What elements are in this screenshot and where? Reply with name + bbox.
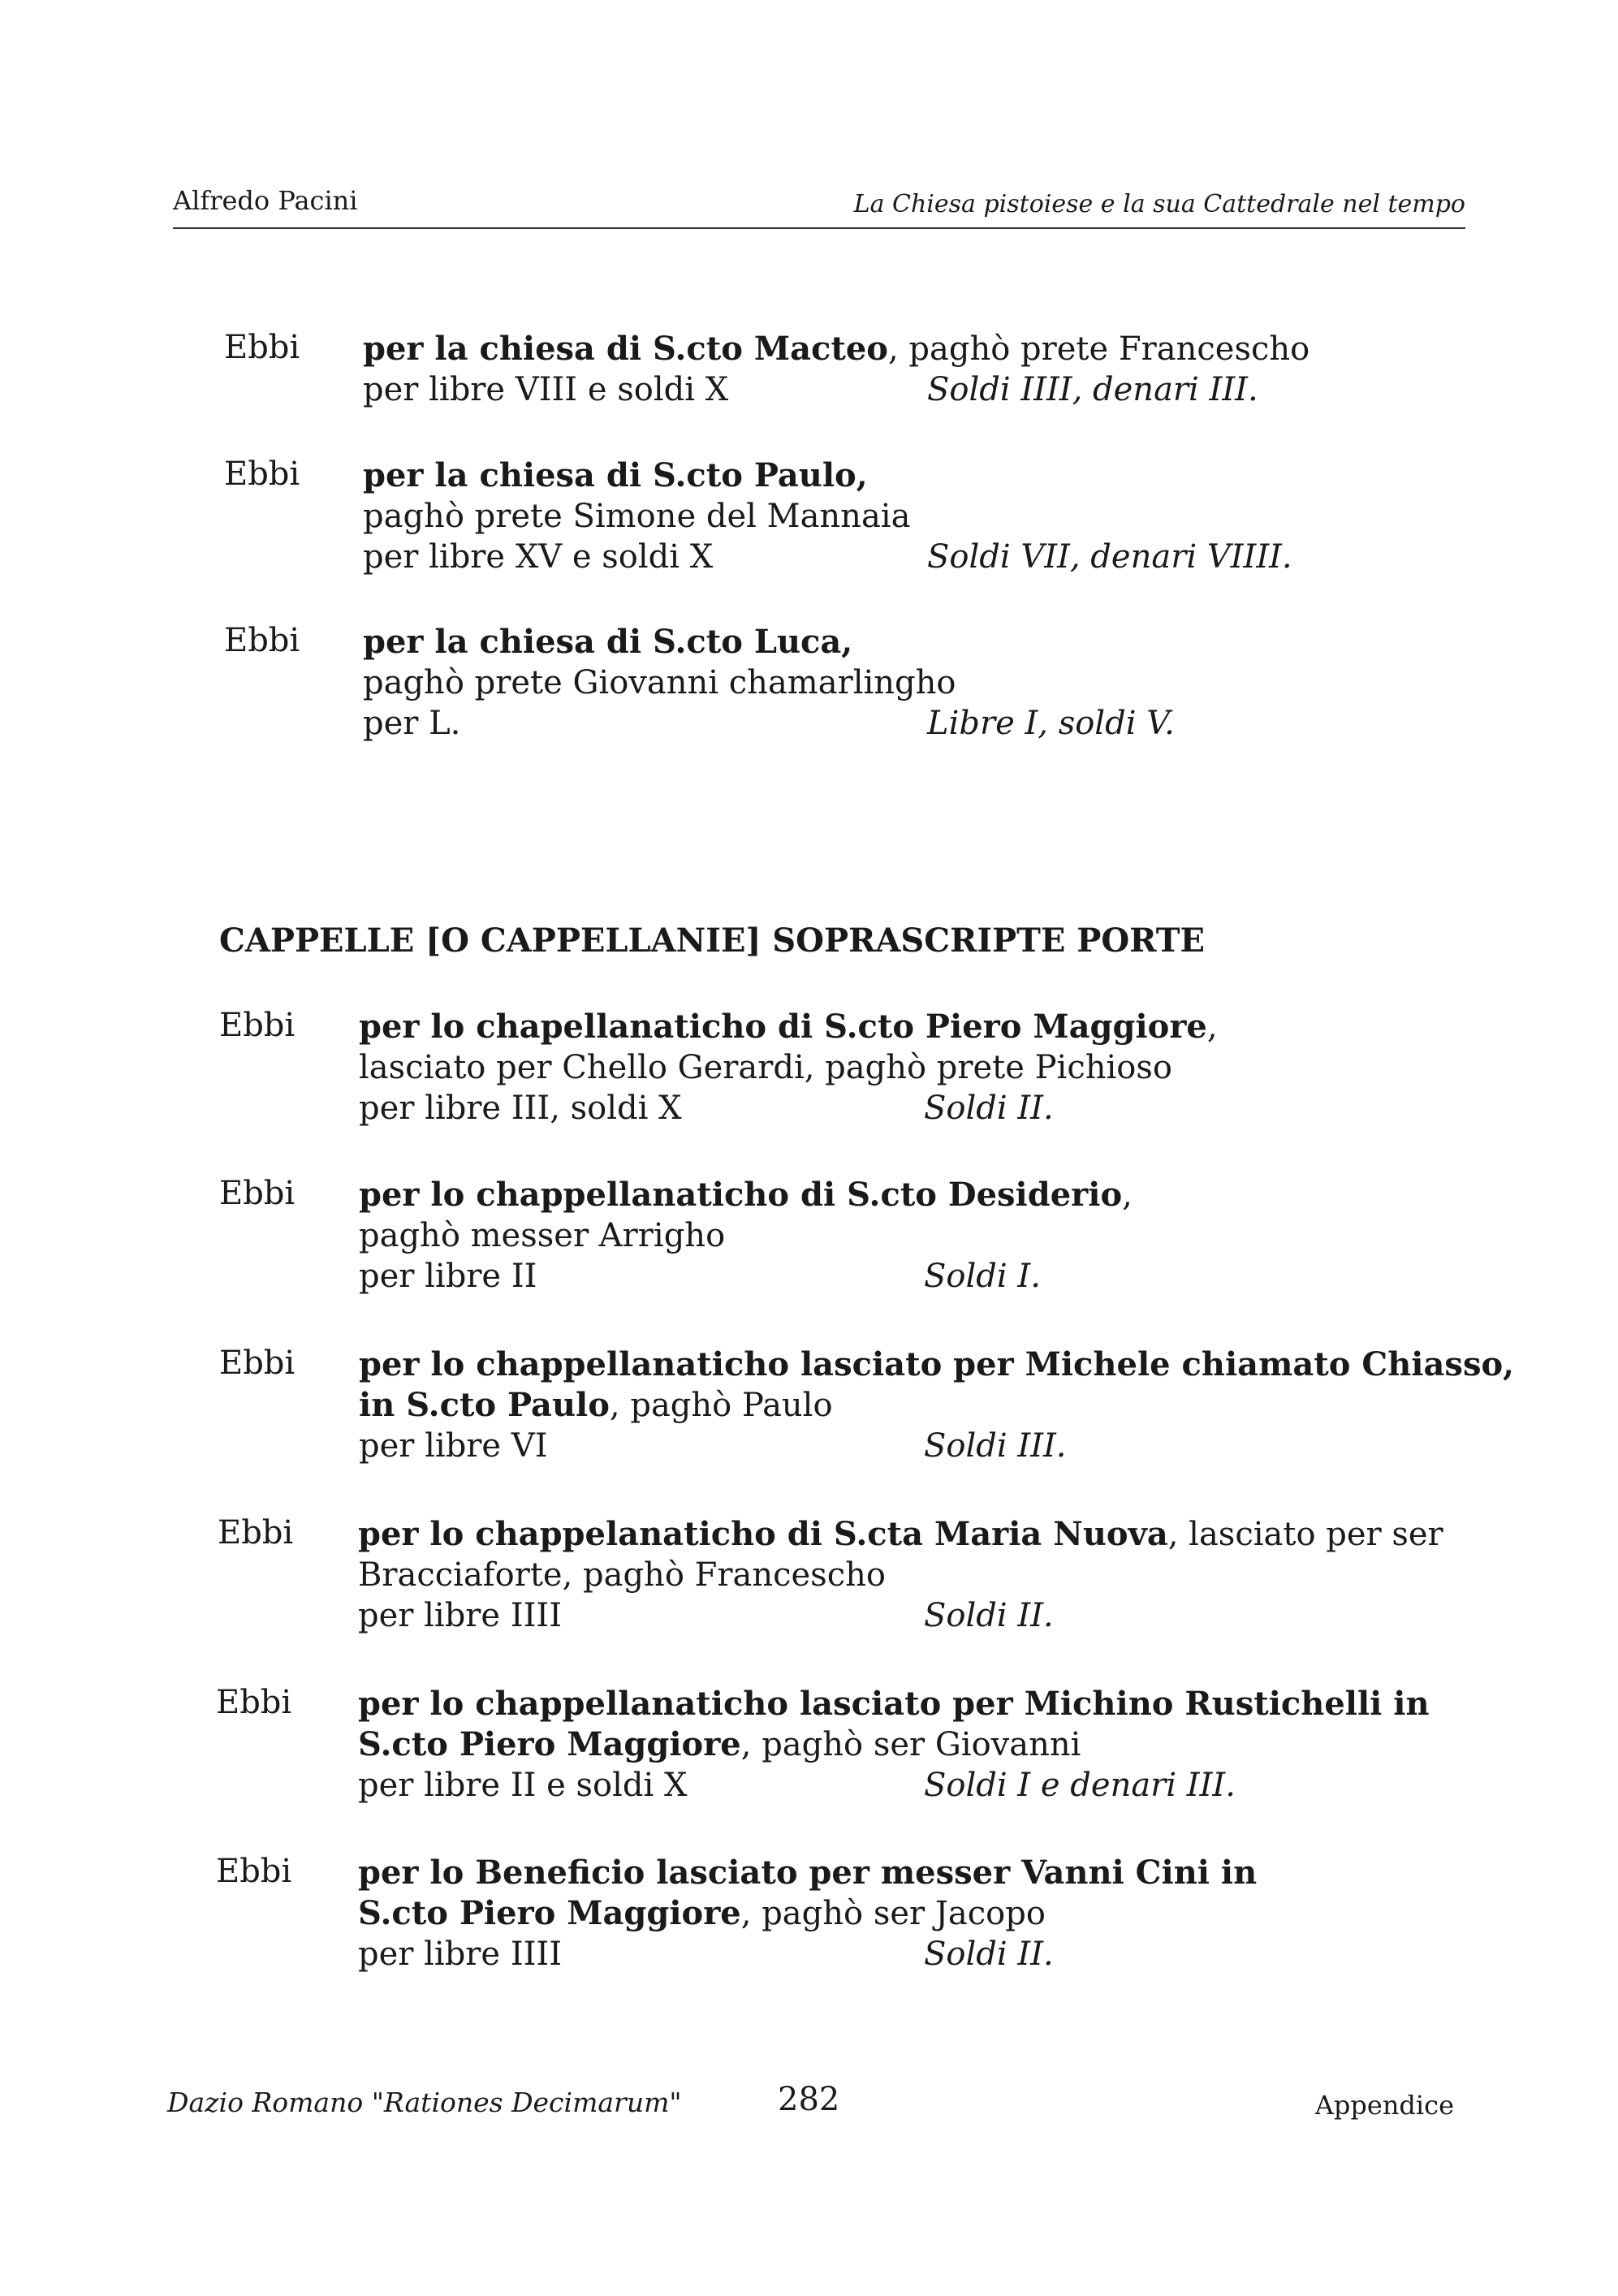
- entry-body: [363, 455, 1292, 577]
- header-author: Alfredo Pacini: [173, 185, 358, 216]
- entry-line: per lo chappellanaticho di S.cto Desiderio,: [359, 1176, 1133, 1214]
- entry-amount: Soldi IIII, denari III.: [927, 371, 1258, 408]
- entry-body: [359, 1007, 1218, 1129]
- entry-body: [359, 1175, 1133, 1297]
- entry-amount: Soldi II.: [924, 1090, 1054, 1127]
- entry-line: lasciato per Chello Gerardi, paghò prete Pichioso: [359, 1049, 1172, 1086]
- entry-label: Ebbi: [224, 329, 300, 366]
- entry-label: Ebbi: [219, 1175, 296, 1212]
- entry-line: per lo chappellanaticho lasciato per Michino Rustichelli in: [358, 1685, 1430, 1723]
- entry-line: paghò prete Giovanni chamarlingho: [363, 664, 956, 701]
- entry-amount: Libre I, soldi V.: [927, 705, 1175, 742]
- page-number: 282: [778, 2081, 840, 2118]
- entry-body: [359, 1344, 1514, 1466]
- entry-line: per libre IIII Soldi II.: [358, 1936, 1054, 1973]
- entry-label: Ebbi: [218, 1514, 294, 1552]
- entry-line: per libre II e soldi X Soldi I e denari III.: [358, 1767, 1236, 1804]
- entry-amount: Soldi VII, denari VIIII.: [927, 538, 1292, 576]
- entry-amount: Soldi I.: [924, 1258, 1041, 1295]
- entry-line: per libre IIII Soldi II.: [358, 1597, 1054, 1634]
- footer-section: Appendice: [1314, 2090, 1454, 2121]
- entry-label: Ebbi: [224, 455, 300, 493]
- entry-body: [358, 1684, 1430, 1806]
- entry-line: in S.cto Paulo, paghò Paulo: [359, 1386, 833, 1424]
- entry-body: [358, 1853, 1257, 1974]
- entry-line: S.cto Piero Maggiore, paghò ser Giovanni: [358, 1725, 1081, 1763]
- entry-amount: Soldi II.: [924, 1936, 1054, 1973]
- entry-line: per lo Beneficio lasciato per messer Vanni Cini in: [358, 1854, 1258, 1892]
- header-rule: [173, 227, 1465, 229]
- entry-line: per libre VIII e soldi X Soldi IIII, denari III.: [363, 371, 1258, 408]
- entry-line: per la chiesa di S.cto Paulo,: [363, 456, 868, 494]
- entry-line: Bracciaforte, paghò Francescho: [358, 1556, 886, 1594]
- entry-body: [363, 329, 1310, 410]
- entry-line: per lo chappellanaticho lasciato per Michele chiamato Chiasso,: [359, 1345, 1515, 1383]
- entry-body: [358, 1514, 1443, 1636]
- entry-label: Ebbi: [219, 1344, 296, 1382]
- entry-line: paghò messer Arrigho: [359, 1217, 726, 1254]
- entry-label: Ebbi: [216, 1853, 292, 1890]
- entry-amount: Soldi I e denari III.: [924, 1767, 1236, 1804]
- entry-line: per lo chappelanaticho di S.cta Maria Nuova, lasciato per ser: [358, 1515, 1443, 1553]
- entry-line: paghò prete Simone del Mannaia: [363, 498, 911, 535]
- footer-source: Dazio Romano "Rationes Decimarum": [167, 2087, 682, 2118]
- entry-amount: Soldi II.: [924, 1597, 1054, 1634]
- entry-label: Ebbi: [224, 622, 300, 659]
- entry-line: per libre XV e soldi X Soldi VII, denari VIIII.: [363, 538, 1292, 576]
- entry-line: per lo chapellanaticho di S.cto Piero Maggiore,: [359, 1008, 1218, 1046]
- header-title: La Chiesa pistoiese e la sua Cattedrale nel tempo: [853, 190, 1465, 218]
- section-title: CAPPELLE [O CAPPELLANIE] SOPRASCRIPTE PORTE: [219, 921, 1206, 960]
- entry-label: Ebbi: [219, 1007, 296, 1044]
- entry-line: per libre III, soldi X Soldi II.: [359, 1090, 1054, 1127]
- entry-body: [363, 622, 1175, 744]
- entry-line: per la chiesa di S.cto Luca,: [363, 623, 853, 661]
- entry-amount: Soldi III.: [924, 1427, 1067, 1465]
- entry-line: S.cto Piero Maggiore, paghò ser Jacopo: [358, 1894, 1046, 1932]
- entry-line: per la chiesa di S.cto Macteo, paghò prete Francescho: [363, 330, 1310, 368]
- entry-label: Ebbi: [216, 1684, 292, 1721]
- entry-line: per libre VI Soldi III.: [359, 1427, 1067, 1465]
- entry-line: per libre II Soldi I.: [359, 1258, 1041, 1295]
- entry-line: per L. Libre I, soldi V.: [363, 705, 1175, 742]
